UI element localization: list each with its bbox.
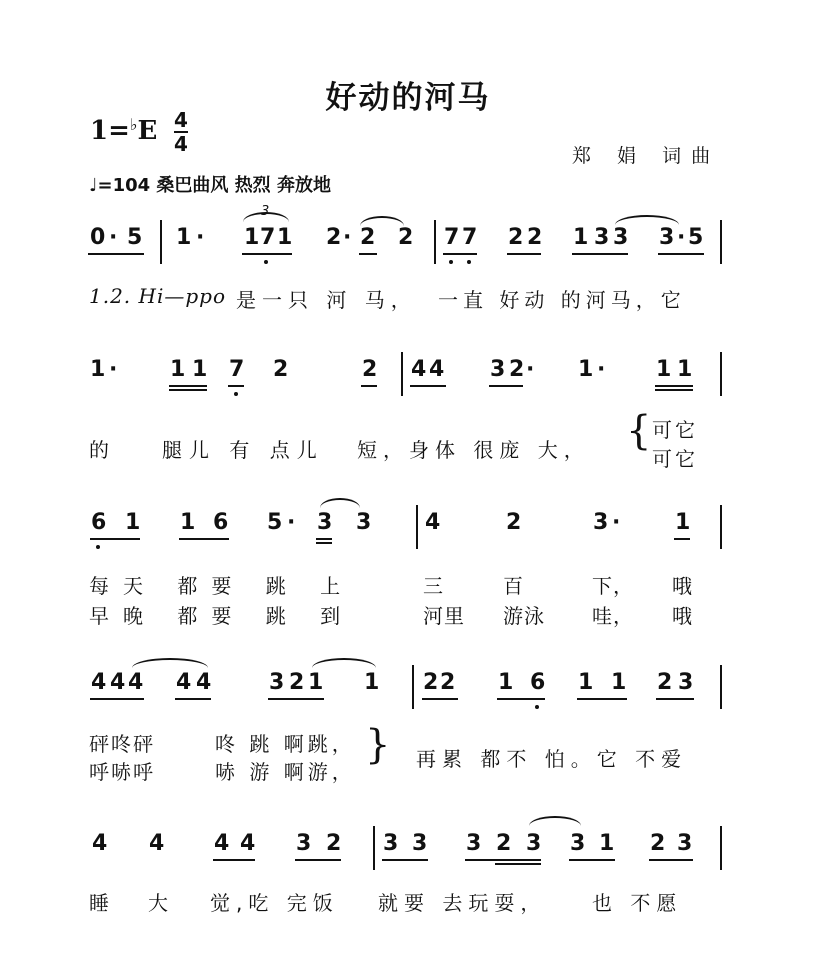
low-octave-dot (449, 260, 453, 264)
note-dot: · (343, 225, 352, 250)
lyric: 咚 跳 啊跳， (215, 732, 356, 756)
lyric: 砰咚砰 (89, 732, 155, 756)
bar-line (434, 220, 436, 264)
triplet-bracket (243, 212, 289, 222)
note: 3 (678, 670, 694, 695)
brace: { (626, 408, 652, 454)
underline (656, 698, 694, 700)
note: 3 (570, 831, 586, 856)
key-signature (90, 115, 157, 146)
key-letter: E (137, 116, 158, 146)
underline (649, 859, 693, 861)
bar-line (373, 826, 375, 870)
note: 2 (509, 357, 525, 382)
note: 5 (127, 225, 143, 250)
note: 0 (90, 225, 106, 250)
lyric: 也 不愿 (592, 891, 683, 915)
note: 3 (296, 831, 312, 856)
time-signature (174, 110, 188, 154)
flat-sign: ♭ (129, 115, 138, 134)
note: 2 (657, 670, 673, 695)
note: 2 (506, 510, 522, 535)
bar-line (720, 665, 722, 709)
underline (577, 698, 627, 700)
note: 3 (526, 831, 542, 856)
tie (320, 498, 360, 508)
note: 3 (466, 831, 482, 856)
note-dot: · (109, 225, 118, 250)
note: 3 (412, 831, 428, 856)
note: 1 (675, 510, 691, 535)
note: 1 (176, 225, 192, 250)
lyric: 河里 (423, 604, 465, 628)
note: 1 (578, 670, 594, 695)
note-dot: · (597, 357, 606, 382)
note: 3 (593, 510, 609, 535)
note: 4 (240, 831, 256, 856)
lyric: 下， (592, 574, 634, 598)
note: 2 (273, 357, 289, 382)
note-dot: · (287, 510, 296, 535)
note: 4 (196, 670, 212, 695)
note: 4 (425, 510, 441, 535)
underline (572, 253, 628, 255)
underline (316, 542, 332, 544)
key-prefix: 1= (90, 116, 130, 146)
lyric: 三 (423, 574, 444, 598)
note: 3 (490, 357, 506, 382)
tempo-marking: ♩=104 桑巴曲风 热烈 奔放地 (89, 175, 331, 196)
bar-line (720, 352, 722, 396)
underline (410, 385, 446, 387)
note: 2 (289, 670, 305, 695)
tie (615, 215, 679, 225)
bar-line (720, 826, 722, 870)
note: 2 (423, 670, 439, 695)
lyric: 百 (503, 574, 524, 598)
lyric: 可它 (652, 447, 698, 471)
note: 4 (411, 357, 427, 382)
note: 1 (90, 357, 106, 382)
underline (295, 859, 341, 861)
underline (489, 385, 523, 387)
underline (316, 538, 332, 540)
note: 2 (440, 670, 456, 695)
note: 4 (176, 670, 192, 695)
note: 2 (508, 225, 524, 250)
underline (90, 538, 140, 540)
note: 2 (326, 831, 342, 856)
lyric: 觉,吃 完饭 (210, 891, 339, 915)
notation-line-5 (0, 826, 816, 866)
lyric: 再累 都不 怕。它 不爱 (416, 747, 688, 771)
note: 7 (444, 225, 460, 250)
note: 4 (429, 357, 445, 382)
note: 7 (229, 357, 245, 382)
note: 1 (578, 357, 594, 382)
note: 5 (688, 225, 704, 250)
note: 3 (677, 831, 693, 856)
note: 1 (573, 225, 589, 250)
low-octave-dot (234, 392, 238, 396)
note: 1 (170, 357, 186, 382)
underline (658, 253, 704, 255)
lyric: 大 (148, 891, 169, 915)
underline (422, 698, 458, 700)
bar-line (401, 352, 403, 396)
lyric: 每天 都要 跳 上 (89, 574, 355, 598)
note: 1 (656, 357, 672, 382)
note: 3 (594, 225, 610, 250)
note: 2 (527, 225, 543, 250)
note: 1 (125, 510, 141, 535)
underline (90, 698, 144, 700)
tie (529, 816, 581, 826)
note: 1 (192, 357, 208, 382)
lyric: 哦 (672, 574, 693, 598)
note: 2 (326, 225, 342, 250)
note: 3 (356, 510, 372, 535)
underline (169, 385, 207, 387)
lyric: 可它 (652, 418, 698, 442)
note: 4 (110, 670, 126, 695)
lyric: 呼哧呼 (89, 760, 155, 784)
brace: } (365, 722, 391, 768)
underline (655, 385, 693, 387)
composer-credit: 郑 娟 词曲 (572, 145, 721, 167)
underline (443, 253, 477, 255)
note-dot: · (612, 510, 621, 535)
note: 1 (308, 670, 324, 695)
low-octave-dot (264, 260, 268, 264)
underline (655, 389, 693, 391)
note: 4 (149, 831, 165, 856)
note: 1 (180, 510, 196, 535)
lyric: 就要 去玩耍， (378, 891, 547, 915)
note: 7 (462, 225, 478, 250)
underline (382, 859, 428, 861)
lyric: 短，身体 很庞 大， (357, 438, 590, 462)
lyric: 睡 (89, 891, 110, 915)
note: 3 (317, 510, 333, 535)
notation-line-4 (0, 665, 816, 705)
lyric: 哧 游 啊游， (215, 760, 356, 784)
note: 6 (91, 510, 107, 535)
note: 4 (214, 831, 230, 856)
notation-line-1 (0, 204, 816, 260)
note: 1 (498, 670, 514, 695)
underline (495, 863, 541, 865)
underline (169, 389, 207, 391)
underline (228, 385, 244, 387)
note: 6 (213, 510, 229, 535)
underline (465, 859, 541, 861)
underline (175, 698, 211, 700)
note: 5 (267, 510, 283, 535)
lyric: 1.2. Hi—ppo (89, 284, 227, 308)
bar-line (416, 505, 418, 549)
note-dot: · (109, 357, 118, 382)
note: 1 (599, 831, 615, 856)
note: 2 (650, 831, 666, 856)
tie (132, 658, 208, 668)
low-octave-dot (467, 260, 471, 264)
note: 3 (269, 670, 285, 695)
note: 3 (613, 225, 629, 250)
lyric: 一直 好动 的河马，它 (438, 288, 686, 312)
note: 4 (92, 831, 108, 856)
song-title: 好动的河马 (325, 80, 491, 116)
underline (242, 253, 292, 255)
note: 4 (128, 670, 144, 695)
note: 3 (659, 225, 675, 250)
underline (569, 859, 615, 861)
notation-line-3 (0, 505, 816, 545)
underline (359, 253, 377, 255)
low-octave-dot (96, 545, 100, 549)
lyric: 游泳 (503, 604, 545, 628)
lyric: 的 (89, 438, 110, 462)
underline (88, 253, 144, 255)
lyric: 哦 (672, 604, 693, 628)
lyric: 腿儿 有 点儿 (162, 438, 324, 462)
lyric: 早晚 都要 跳 到 (89, 604, 355, 628)
note: 1 (244, 225, 260, 250)
note: 2 (398, 225, 414, 250)
note-dot: · (677, 225, 686, 250)
underline (213, 859, 255, 861)
bar-line (720, 220, 722, 264)
note: 2 (496, 831, 512, 856)
note: 4 (91, 670, 107, 695)
bar-line (412, 665, 414, 709)
meter-top: 4 (174, 108, 188, 132)
tie (312, 658, 376, 668)
note: 2 (362, 357, 378, 382)
meter-bottom: 4 (174, 132, 188, 156)
underline (179, 538, 229, 540)
note: 1 (611, 670, 627, 695)
note: 3 (383, 831, 399, 856)
underline (361, 385, 377, 387)
underline (507, 253, 541, 255)
low-octave-dot (535, 705, 539, 709)
triplet-number: 3 (261, 204, 270, 219)
note: 1 (277, 225, 293, 250)
note: 1 (364, 670, 380, 695)
note-dot: · (196, 225, 205, 250)
underline (674, 538, 690, 540)
note: 2 (360, 225, 376, 250)
notation-line-2 (0, 352, 816, 392)
underline (497, 698, 545, 700)
note: 6 (530, 670, 546, 695)
bar-line (720, 505, 722, 549)
lyric: 是一只 河 马， (236, 288, 417, 312)
note: 7 (260, 225, 276, 250)
note: 1 (677, 357, 693, 382)
note-dot: · (526, 357, 535, 382)
lyric: 哇， (592, 604, 634, 628)
underline (268, 698, 324, 700)
bar-line (160, 220, 162, 264)
